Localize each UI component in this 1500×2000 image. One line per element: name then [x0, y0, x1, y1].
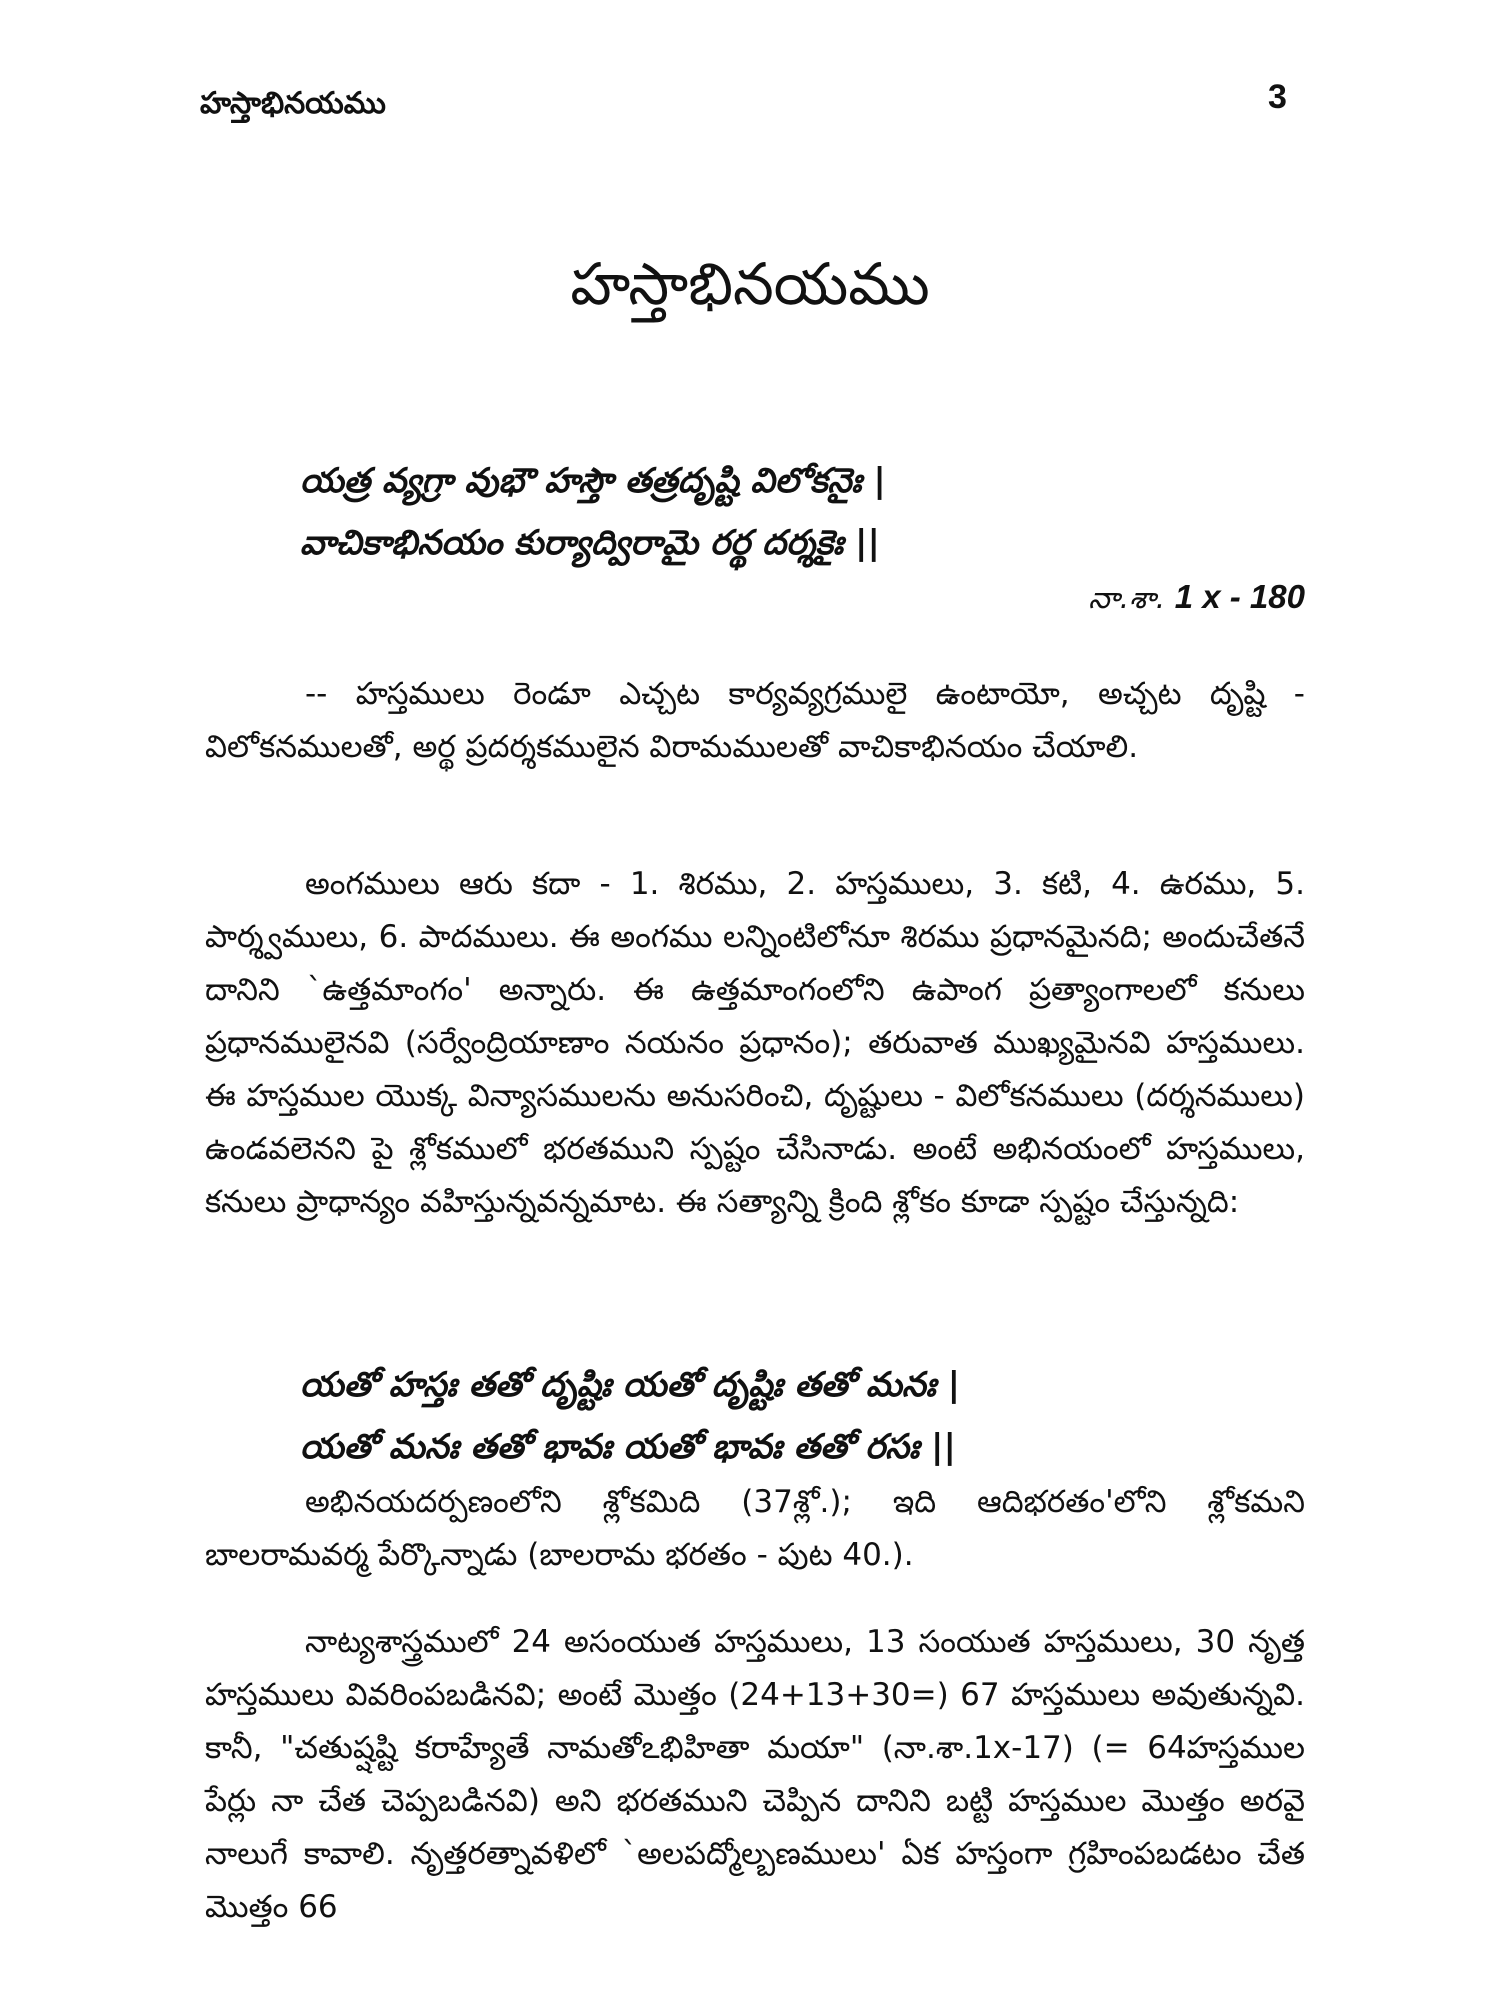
verse-line: యత్ర వ్యగ్రా వుభౌ హస్తౌ తత్రదృష్టి విలోకనైః | — [300, 461, 886, 501]
verse-reference — [1000, 578, 1305, 623]
running-head: హస్తాభినయము — [200, 86, 386, 121]
verse-line: యతో హస్తః తతో దృష్టిః యతో దృష్టిః తతో మనః | — [300, 1365, 961, 1405]
reference-number: 1 x - 180 — [1174, 578, 1305, 615]
page-number: 3 — [1268, 78, 1287, 116]
verse-line: యతో మనః తతో భావః యతో భావః తతో రసః || — [300, 1427, 956, 1467]
paragraph: అంగములు ఆరు కదా - 1. శిరము, 2. హస్తములు, 3. కటి, 4. ఉరము, 5. పార్శ్వములు, 6. పాదములు. ఈ అంగము లన్నింటిలోనూ శిరము ప్రధానమైనది; అందుచేతనే దానిని `ఉత్తమాంగం' అన్నారు. ఈ ఉత్తమాంగంలోని ఉపాంగ ప్రత్యాంగాలలో కనులు ప్రధానములైనవి (సర్వేంద్రియాణాం నయనం ప్రధానం); తరువాత ముఖ్యమైనవి హస్తములు. ఈ హస్తముల యొక్క విన్యాసములను అనుసరించి, దృష్టులు - విలోకనములు (దర్శనములు) ఉండవలెనని పై శ్లోకములో భరతముని స్పష్టం చేసినాడు. అంటే అభినయంలో హస్తములు, కనులు ప్రాధాన్యం వహిస్తున్నవన్నమాట. ఈ సత్యాన్ని క్రింది శ్లోకం కూడా స్పష్టం చేస్తున్నది: — [205, 866, 1305, 1220]
paragraph: నాట్యశాస్త్రములో 24 అసంయుత హస్తములు, 13 సంయుత హస్తములు, 30 నృత్త హస్తములు వివరింపబడినవి; అంటే మొత్తం (24+13+30=) 67 హస్తములు అవుతున్నవి. కానీ, "చతుష్షష్టి కరాహ్యేతే నామతోఽభిహితా మయా" (నా.శా.1x-17) (= 64హస్తముల పేర్లు నా చేత చెప్పబడినవి) అని భరతముని చెప్పిన దానిని బట్టి హస్తముల మొత్తం అరవై నాలుగే కావాలి. నృత్తరత్నావళిలో `అలపద్మోల్బణములు' ఏక హస్తంగా గ్రహింపబడటం చేత మొత్తం 66 — [205, 1624, 1305, 1925]
paragraph: అభినయదర్పణంలోని శ్లోకమిది (37శ్లో.); ఇది ఆదిభరతం'లోని శ్లోకమని బాలరామవర్మ పేర్కొన్నాడు (బాలరామ భరతం - పుట 40.). — [205, 1484, 1305, 1573]
paragraph: -- హస్తములు రెండూ ఎచ్చట కార్యవ్యగ్రములై ఉంటాయో, అచ్చట దృష్టి - విలోకనములతో, అర్థ ప్రదర్శకములైన విరామములతో వాచికాభినయం చేయాలి. — [205, 676, 1305, 765]
verse-block — [300, 1354, 960, 1478]
reference-text: నా.శా. — [1088, 581, 1166, 616]
verse-block — [300, 450, 886, 574]
chapter-title: హస్తాభినయము — [570, 250, 930, 318]
verse-line: వాచికాభినయం కుర్యాద్విరామై రర్థ దర్శకైః || — [300, 523, 880, 563]
